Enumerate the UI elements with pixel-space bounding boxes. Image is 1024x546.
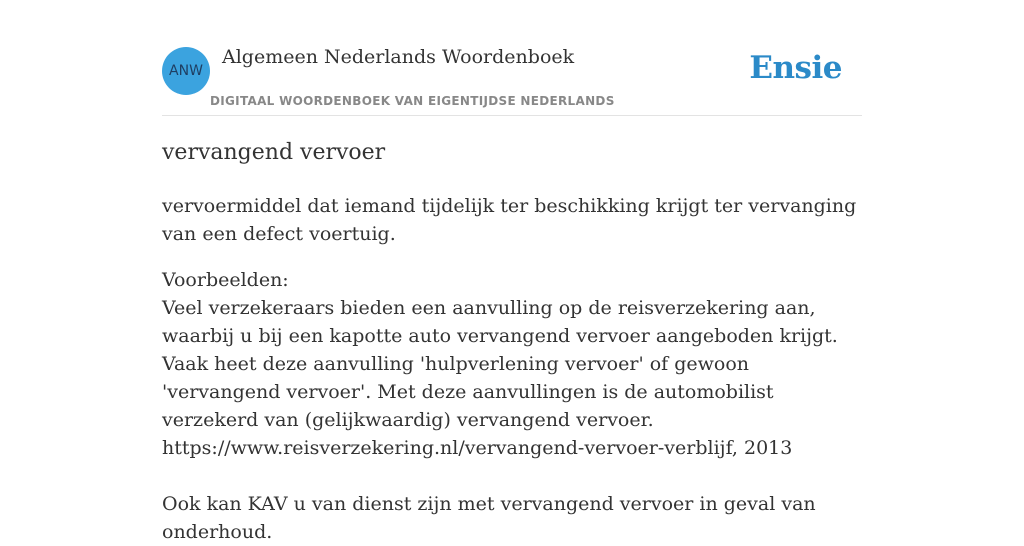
example-separator [162, 462, 862, 490]
entry-definition: vervoermiddel dat iemand tijdelijk ter beschikking krijgt ter vervanging van een defect voertuig. [162, 195, 857, 245]
site-subtitle: DIGITAAL WOORDENBOEK VAN EIGENTIJDSE NEDERLANDS [210, 94, 615, 108]
examples-section [162, 266, 862, 546]
example-quote: Veel verzekeraars bieden een aanvulling op de reisverzekering aan, waarbij u bij een kapotte auto vervangend vervoer aangeboden krijgt. Vaak heet deze aanvulling 'hulpverlening vervoer' of gewoon 'vervangend vervoer'. Met deze aanvullingen is de automobilist verzekerd van (gelijkwaardig) vervangend vervoer. [162, 297, 838, 431]
ensie-brand-link[interactable]: Ensie [749, 50, 842, 86]
page-container [162, 0, 862, 543]
example-quote: Ook kan KAV u van dienst zijn met vervangend vervoer in geval van onderhoud. [162, 493, 816, 543]
examples-label: Voorbeelden: [162, 269, 289, 291]
site-header [162, 0, 862, 116]
site-title[interactable]: Algemeen Nederlands Woordenboek [222, 46, 575, 68]
logo-text: ANW [169, 63, 203, 79]
entry-title: vervangend vervoer [162, 140, 386, 165]
anw-logo[interactable] [162, 47, 210, 95]
example-source: https://www.reisverzekering.nl/vervangend-vervoer-verblijf, 2013 [162, 437, 793, 459]
